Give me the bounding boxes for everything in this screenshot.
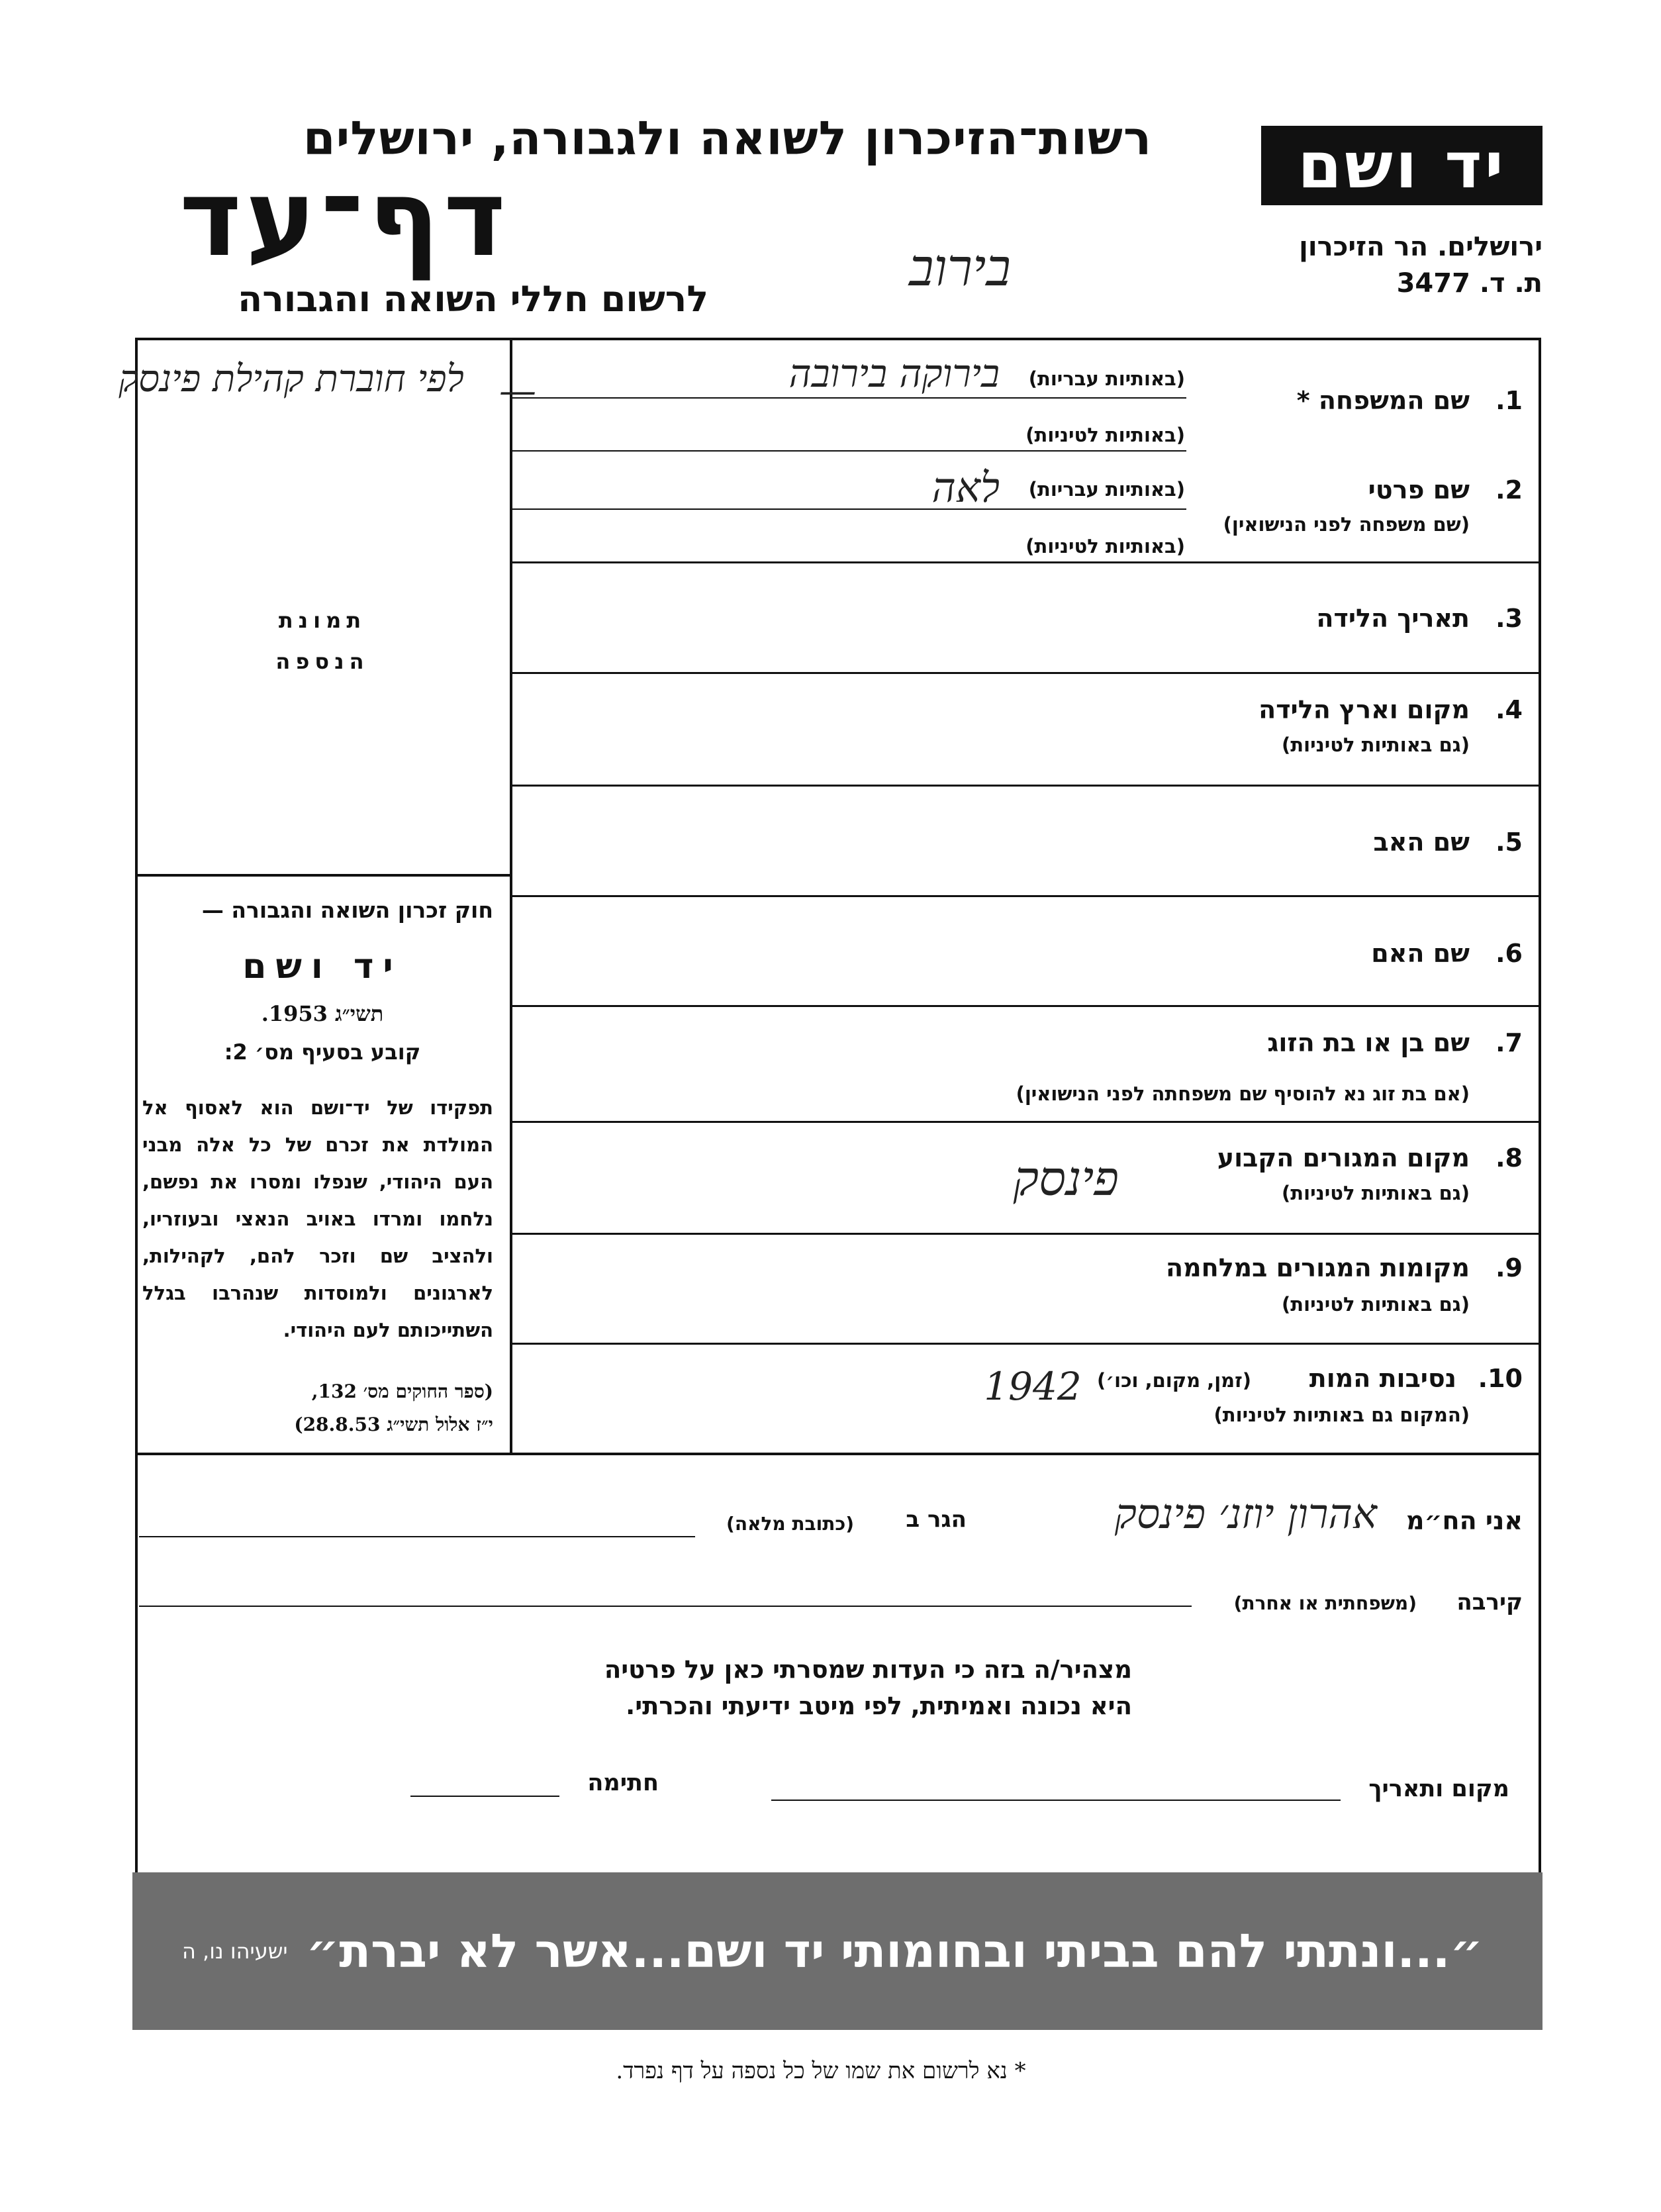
field-2-number: 2. bbox=[1495, 475, 1523, 505]
banner-quote: ״...ונתתי להם בביתי ובחומותי יד ושם...אשר לא יברת״ bbox=[306, 1924, 1483, 1978]
relation-line[interactable] bbox=[139, 1606, 1192, 1607]
address-line-2: ת. ד. 3477 bbox=[1396, 268, 1542, 299]
law-section: קובע בסעיף מס׳ 2: bbox=[224, 1039, 421, 1065]
field-1-number: 1. bbox=[1495, 386, 1523, 415]
field-10-number: 10. bbox=[1478, 1364, 1523, 1393]
law-name: יד ושם bbox=[242, 947, 403, 986]
field-6-label: שם האם bbox=[1371, 939, 1470, 968]
logo-text: יד ושם bbox=[1298, 128, 1506, 203]
field-8-label: מקום המגורים הקבוע bbox=[1217, 1143, 1470, 1173]
entry-line-latin-1[interactable] bbox=[511, 450, 1186, 452]
field-separator bbox=[511, 1121, 1541, 1123]
address-hint: (כתובת מלאה) bbox=[726, 1513, 854, 1535]
field-9-note: (גם באותיות לטיניות) bbox=[1282, 1293, 1470, 1316]
relation-label: קירבה bbox=[1456, 1589, 1523, 1615]
quote-banner bbox=[132, 1872, 1542, 2030]
statement-line-2: היא נכונה ואמיתית, לפי מיטב ידיעתי והכרתי. bbox=[626, 1692, 1132, 1720]
declaration-i-label: אני הח״מ bbox=[1406, 1506, 1523, 1535]
field-4-number: 4. bbox=[1495, 695, 1523, 724]
entry-line-hebrew-2[interactable] bbox=[511, 508, 1186, 510]
witness-name-handwritten[interactable]: אהרון יוזנ׳ פינסק bbox=[1114, 1490, 1377, 1538]
field-2-label: שם פרטי bbox=[1368, 475, 1470, 505]
entry-line-hebrew-1[interactable] bbox=[511, 397, 1186, 399]
field-10-note: (המקום גם באותיות לטיניות) bbox=[1213, 1404, 1470, 1426]
resides-label: הגר ב bbox=[906, 1506, 967, 1533]
field-2-latin-hint: (באותיות לטיניות) bbox=[1025, 535, 1185, 557]
field-separator bbox=[511, 785, 1541, 787]
field-1-hebrew-hint: (באותיות עבריות) bbox=[1028, 367, 1185, 390]
field-separator bbox=[511, 1005, 1541, 1007]
logo-block bbox=[1261, 126, 1542, 205]
field-6-number: 6. bbox=[1495, 939, 1523, 968]
field-5-number: 5. bbox=[1495, 828, 1523, 857]
form-subtitle: לרשום חללי השואה והגבורה bbox=[238, 278, 708, 320]
handwritten-surname-top: בירוב bbox=[909, 238, 1011, 298]
institution-name: רשות־הזיכרון לשואה ולגבורה, ירושלים bbox=[303, 111, 1152, 166]
law-year: תשי״ג 1953. bbox=[261, 1001, 384, 1026]
signature-label: חתימה bbox=[587, 1770, 659, 1796]
field-separator bbox=[511, 895, 1541, 897]
field-9-number: 9. bbox=[1495, 1253, 1523, 1282]
statement-line-1: מצהיר/ה בזה כי העדות שמסרתי כאן על פרטיה bbox=[604, 1655, 1132, 1684]
field-7-number: 7. bbox=[1495, 1028, 1523, 1057]
field-separator bbox=[511, 1343, 1541, 1345]
field-1-handwritten[interactable]: בירוקה בירובה bbox=[788, 351, 1000, 396]
address-line-1: ירושלים. הר הזיכרון bbox=[1299, 232, 1542, 262]
field-2-handwritten[interactable]: לאה bbox=[931, 463, 1000, 512]
field-4-note: (גם באותיות לטיניות) bbox=[1282, 734, 1470, 756]
field-separator bbox=[511, 672, 1541, 674]
footnote: * נא לרשום את שמו של כל נספה על דף נפרד. bbox=[616, 2058, 1026, 2084]
field-9-label: מקומות המגורים במלחמה bbox=[1165, 1253, 1470, 1282]
place-date-label: מקום ותאריך bbox=[1368, 1776, 1509, 1802]
law-text: תפקידו של יד־ושם הוא לאסוף אל המולדת את זכרם של כל אלה מבני העם היהודי, שנפלו ומסרו את נפשם, נלחמו ומרדו באויב הנאצי ובעוזריו, ולהציב שם וזכר להם, לקהילות, לארגונים ולמוסדות שנהרבו בגלל השתייכותם לעם היהודי. bbox=[142, 1096, 493, 1341]
photo-label-2: הנספה bbox=[275, 649, 369, 674]
place-date-line[interactable] bbox=[771, 1800, 1341, 1801]
field-2-hebrew-hint: (באותיות עבריות) bbox=[1028, 478, 1185, 501]
field-8-number: 8. bbox=[1495, 1143, 1523, 1173]
handwritten-source-note: לפי חוברת קהילת פינסק bbox=[119, 358, 464, 401]
relation-hint: (משפחתית או אחרת) bbox=[1233, 1592, 1417, 1614]
field-separator bbox=[511, 561, 1541, 563]
signature-line[interactable] bbox=[410, 1796, 559, 1797]
field-10-inline-note: (זמן, מקום, וכו׳) bbox=[1097, 1369, 1251, 1392]
address-line[interactable] bbox=[139, 1536, 695, 1537]
field-8-handwritten[interactable]: פינסק bbox=[1013, 1151, 1119, 1206]
field-3-number: 3. bbox=[1495, 604, 1523, 633]
field-4-label: מקום וארץ הלידה bbox=[1258, 695, 1470, 724]
left-column-separator bbox=[135, 874, 511, 877]
field-separator bbox=[511, 1233, 1541, 1235]
law-reference-2: י״ז אלול תשי״ג 28.8.53) bbox=[294, 1414, 493, 1435]
field-1-label: שם המשפחה * bbox=[1296, 386, 1470, 415]
field-2-note: (שם משפחה לפני הנישואין) bbox=[1223, 513, 1470, 536]
field-7-label: שם בן או בת הזוג bbox=[1267, 1028, 1470, 1057]
field-1-latin-hint: (באותיות לטיניות) bbox=[1025, 424, 1185, 446]
field-3-label: תאריך הלידה bbox=[1316, 604, 1470, 633]
law-title: חוק זכרון השואה והגבורה — bbox=[201, 897, 493, 923]
field-8-note: (גם באותיות לטיניות) bbox=[1282, 1182, 1470, 1204]
field-5-label: שם האב bbox=[1373, 828, 1470, 857]
banner-source: ישעיהו נו, ה bbox=[181, 1939, 288, 1964]
field-10-handwritten[interactable]: 1942 bbox=[984, 1364, 1082, 1409]
field-7-note: (אם בת זוג נא להוסיף שם משפחתה לפני הנישואין) bbox=[1016, 1082, 1470, 1105]
handwritten-dash: — bbox=[499, 369, 536, 412]
law-reference-1: (ספר החוקים מס׳ 132, bbox=[311, 1380, 493, 1402]
form-title: דף־עד bbox=[179, 156, 510, 280]
field-10-label: נסיבות המות bbox=[1309, 1364, 1456, 1393]
photo-label-1: תמונת bbox=[278, 608, 367, 633]
